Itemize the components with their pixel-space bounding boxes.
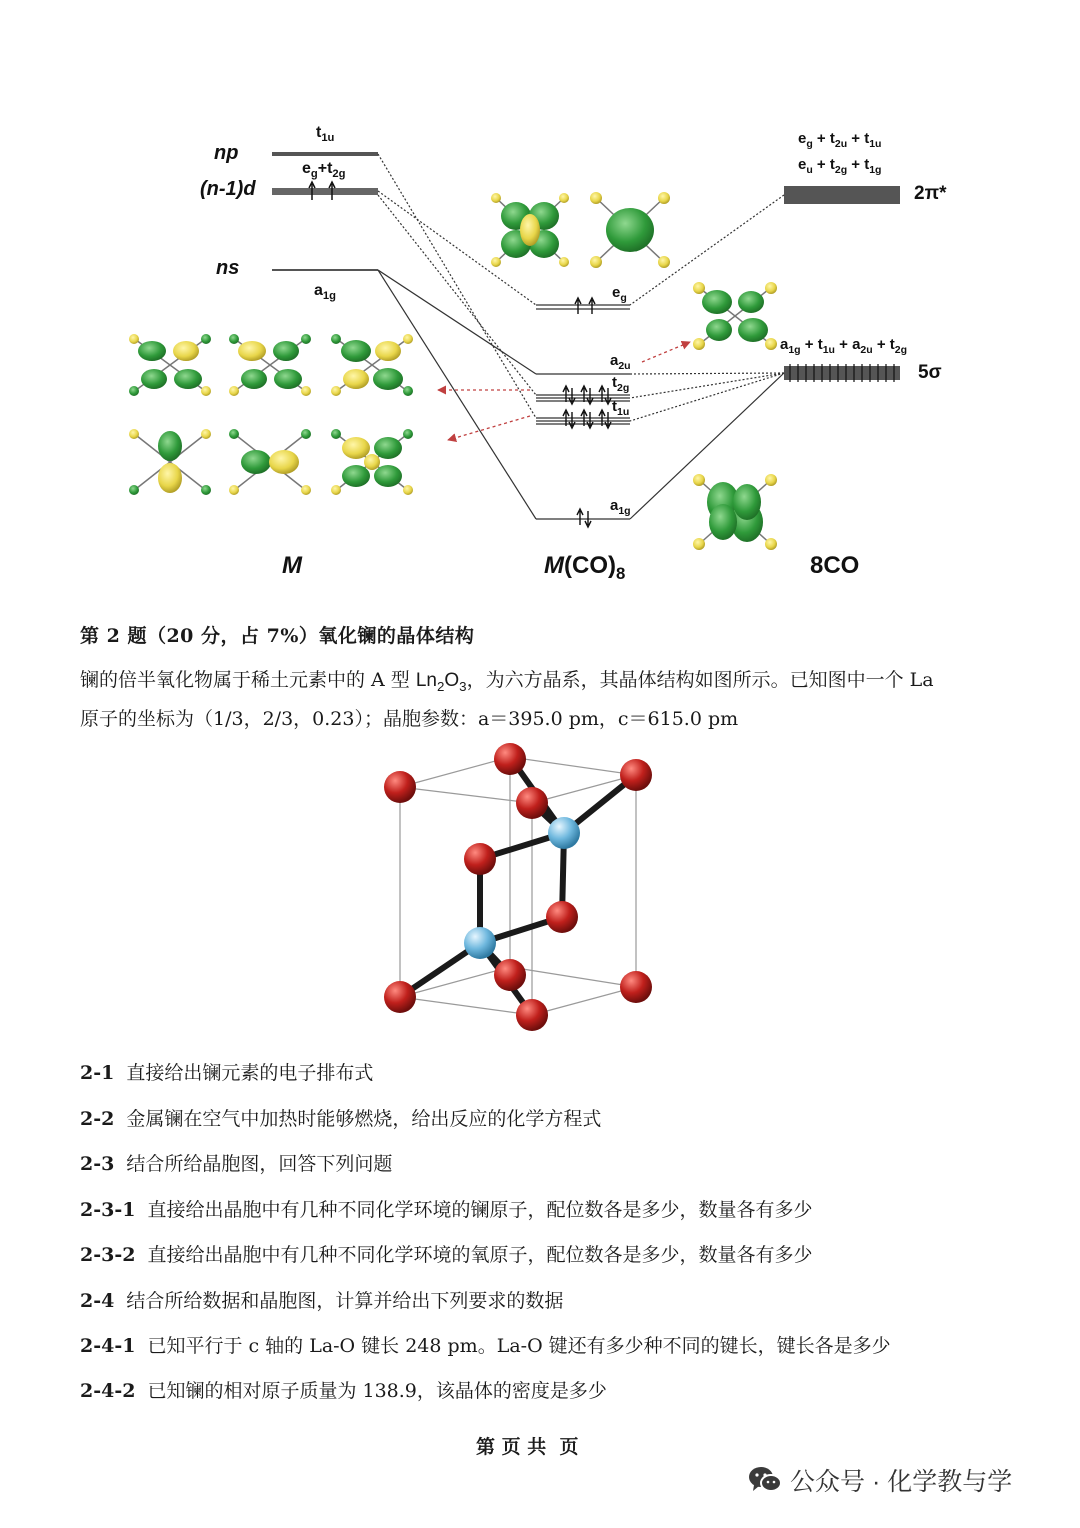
metal-orbital-images [129,334,413,495]
oxygen-atom [384,981,416,1013]
oxygen-atom [620,759,652,791]
lanthanum-atom [548,817,580,849]
mo-diagram [0,0,1080,600]
question-intro-line1: 镧的倍半氧化物属于稀土元素中的 A 型 $Ln_2O_3$，为六方晶系，其晶体结构如图所示。已知图中一个 La [80,669,934,694]
complex-electron-arrows [563,298,611,527]
subquestion-2-1: 2-1 直接给出镧元素的电子排布式 [80,1062,374,1084]
t2g-complex-label: $t_{2g}$ [612,374,630,394]
a1g-complex-label: $a_{1g}$ [610,497,631,517]
oxygen-atom [494,959,526,991]
question-intro-line2: 原子的坐标为（1/3，2/3，0.23）；晶胞参数：a＝395.0 pm，c＝615.0 pm [80,707,739,730]
complex-orbital-images [491,192,670,268]
subquestion-2-3-2: 2-3-2 直接给出晶胞中有几种不同化学环境的氧原子，配位数各是多少，数量各有多少 [80,1244,813,1266]
ligand-column-label: 8CO [810,552,860,579]
sigma-sum-label: $a_{1g} + t_{1u} + a_{2u} + t_{2g}$ [780,336,908,356]
a1g-metal-label: $a_{1g}$ [314,282,336,303]
subquestion-2-4: 2-4 结合所给数据和晶胞图，计算并给出下列要求的数据 [80,1290,564,1312]
metal-column-label: M [282,552,302,579]
sigma-band [784,366,900,380]
lanthanum-atom [464,927,496,959]
complex-column-label: $M(CO)_8$ [544,552,626,583]
watermark [748,1462,1012,1498]
subquestion-2-3-1: 2-3-1 直接给出晶胞中有几种不同化学环境的镧原子，配位数各是多少，数量各有多少 [80,1199,813,1221]
oxygen-atom [494,743,526,775]
t1u-complex-label: $t_{1u}$ [612,398,630,418]
np-label: np [214,142,239,164]
subquestion-2-4-2: 2-4-2 已知镧的相对原子质量为 138.9，该晶体的密度是多少 [80,1380,607,1402]
subquestion-2-3: 2-3 结合所给晶胞图，回答下列问题 [80,1153,393,1175]
eg-t2g-metal-label: $e_g+t_{2g}$ [302,160,346,181]
page-number: 第 页 共 页 [476,1436,579,1458]
n1d-label: (n-1)d [200,178,256,200]
oxygen-atom [384,771,416,803]
watermark-text: 公众号 · 化学教与学 [790,1468,1013,1496]
pi-star-band [784,186,900,204]
question-intro [80,664,1010,735]
oxygen-atom [516,787,548,819]
oxygen-atoms [384,743,652,1031]
oxygen-atom [464,843,496,875]
oxygen-atom [516,999,548,1031]
pi-star-line1: $e_g + t_{2u} + t_{1u}$ [798,130,882,150]
pi-star-label: 2π* [914,183,947,204]
wechat-icon [748,1465,782,1495]
question-heading: 第 2 题（20 分，占 7%）氧化镧的晶体结构 [80,625,475,647]
subquestion-2-4-1: 2-4-1 已知平行于 c 轴的 La-O 键长 248 pm。La-O 键还有多少种不同的键长，键长各是多少 [80,1335,891,1357]
sigma-label: 5σ [918,362,942,383]
correlation-lines-metal-solid [378,270,536,519]
correlation-line-ligand-solid [630,373,784,519]
pi-star-line2: $e_u + t_{2g} + t_{1g}$ [798,156,882,176]
eg-complex-label: $e_g$ [612,284,627,304]
ns-label: ns [216,257,240,279]
oxygen-atom [620,971,652,1003]
a2u-complex-label: $a_{2u}$ [610,352,631,372]
ligand-orbital-images [693,282,777,550]
n1d-level [272,188,378,195]
oxygen-atom [546,901,578,933]
mo-diagram-svg [0,0,1080,600]
t1u-metal-label: $t_{1u}$ [316,124,335,145]
crystal-structure [360,735,680,1045]
subquestion-2-2: 2-2 金属镧在空气中加热时能够燃烧，给出反应的化学方程式 [80,1108,602,1130]
